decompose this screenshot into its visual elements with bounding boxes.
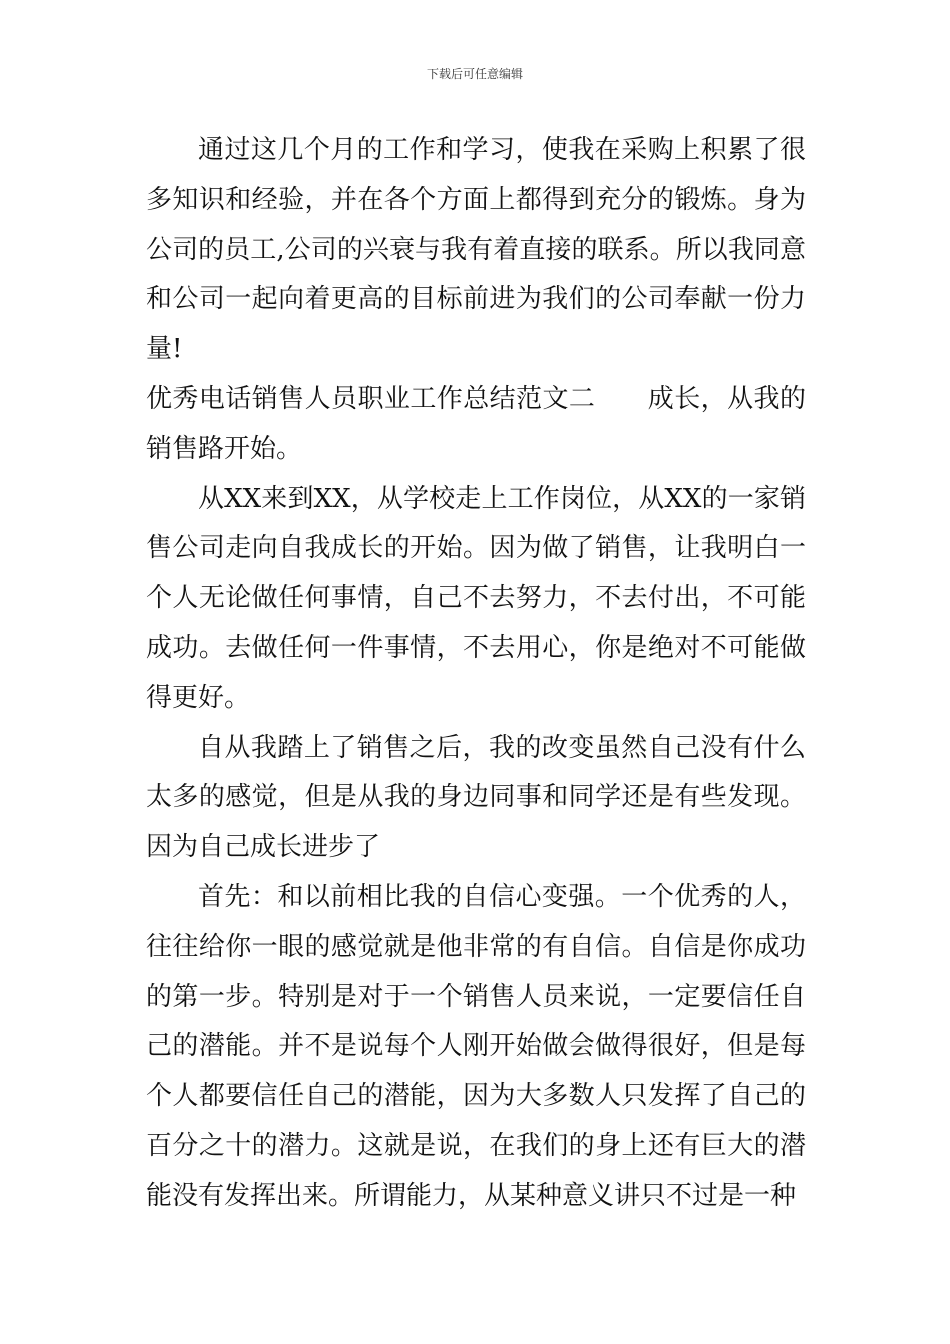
section-heading	[146, 375, 806, 475]
paragraph-career-start: 从XX来到XX，从学校走上工作岗位，从XX的一家销售公司走向自我成长的开始。因为做了销售，让我明白一个人无论做任何事情，自己不去努力，不去付出，不可能成功。去做任何一件事情，不去用心，你是绝对不可能做得更好。	[146, 483, 806, 713]
paragraph-confidence: 首先：和以前相比我的自信心变强。一个优秀的人，往往给你一眼的感觉就是他非常的有自信。自信是你成功的第一步。特别是对于一个销售人员来说，一定要信任自己的潜能。并不是说每个人刚开始做会做得很好，但是每个人都要信任自己的潜能，因为大多数人只发挥了自己的百分之十的潜力。这就是说，在我们的身上还有巨大的潜能没有发挥出来。所谓能力，从某种意义讲只不过是一种	[146, 881, 806, 1211]
section-title: 优秀电话销售人员职业工作总结范文二	[146, 383, 596, 414]
paragraph-purchasing-summary: 通过这几个月的工作和学习，使我在采购上积累了很多知识和经验，并在各个方面上都得到充分的锻炼。身为公司的员工,公司的兴衰与我有着直接的联系。所以我同意和公司一起向着更高的目标前进为我们的公司奉献一份力量!	[146, 135, 806, 365]
paragraph-personal-change: 自从我踏上了销售之后，我的改变虽然自己没有什么太多的感觉，但是从我的身边同事和同学还是有些发现。因为自己成长进步了	[146, 732, 806, 863]
section-subtitle: 成长，从我的销售路开始。	[146, 383, 806, 464]
page-header: 下载后可任意编辑	[426, 67, 523, 81]
document-body	[146, 126, 806, 1222]
